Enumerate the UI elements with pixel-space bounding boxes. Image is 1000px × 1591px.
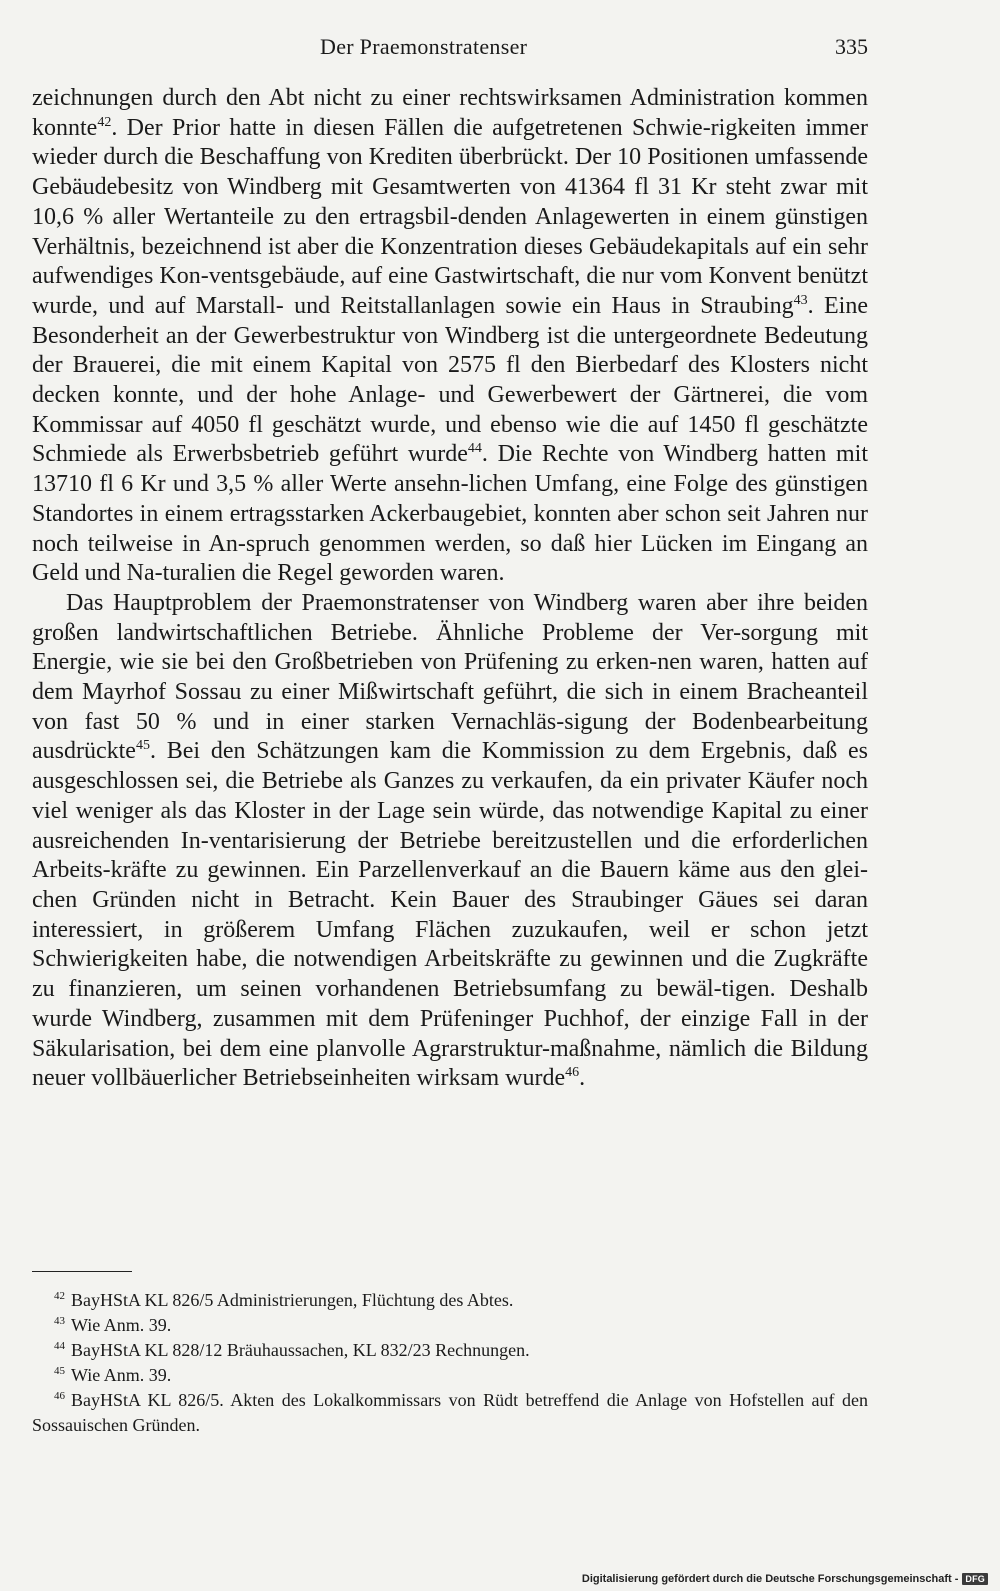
footnote-text: BayHStA KL 826/5. Akten des Lokalkommissars von Rüdt betreffend die Anlage von Hofstellen auf den Sossauischen Gründen. bbox=[32, 1390, 868, 1435]
text-run: . Bei den Schätzungen kam die Kommission zu dem Ergebnis, daß es ausgeschlossen sei, die Betriebe als Ganzes zu verkaufen, da ein privater Käufer noch viel weniger als das Kloster in der Lage sein würde, das notwendige Kapital zu einer ausreichenden In-ventarisierung der Betriebe bereitzustellen und die erforderlichen Arbeits-kräfte zu gewinnen. Ein Parzellenverkauf an die Bauern käme aus den glei-chen Gründen nicht in Betracht. Kein Bauer des Straubinger Gäues sei daran interessiert, in größerem Umfang Flächen zuzukaufen, weil er schon jetzt Schwierigkeiten habe, die notwendigen Arbeitskräfte zu gewinnen und die Zugkräfte zu finanzieren, um seinen vorhandenen Betriebsumfang zu bewäl-tigen. Deshalb wurde Windberg, zusammen mit dem Prüfeninger Puchhof, der einzige Fall in der Säkularisation, bei dem eine planvolle Agrarstruktur-maßnahme, nämlich die Bildung neuer vollbäuerlicher Betriebseinheiten wirksam wurde bbox=[32, 738, 868, 1092]
footnote-text: BayHStA KL 826/5 Administrierungen, Flüchtung des Abtes. bbox=[71, 1290, 514, 1310]
footnote-text: BayHStA KL 828/12 Bräuhaussachen, KL 832/23 Rechnungen. bbox=[71, 1340, 530, 1360]
text-run: . Der Prior hatte in diesen Fällen die aufgetretenen Schwie-rigkeiten immer wieder durch die Beschaffung von Krediten überbrückt. Der 10 Positionen umfassende Gebäudebesitz von Windberg mit Gesamtwerten von 41364 fl 31 Kr steht zwar mit 10,6 % aller Wertanteile zu den ertragsbil-denden Anlagewerten in einem günstigen Verhältnis, bezeichnend ist aber die Konzentration dieses Gebäudekapitals auf ein sehr aufwendiges Kon-ventsgebäude, auf eine Gastwirtschaft, die nur vom Konvent benützt wurde, und auf Marstall- und Reitstallanlagen sowie ein Haus in Straubing bbox=[32, 114, 868, 319]
footnote-marker: 44 bbox=[467, 441, 482, 457]
footnote-marker: 46 bbox=[565, 1065, 580, 1081]
text-run: . Die Rechte von Windberg hatten mit 13710 fl 6 Kr und 3,5 % aller Werte ansehn-lichen Umfang, eine Folge des günstigen Standortes in einem ertragsstarken Ackerbaugebiet, konnten aber schon seit Jahren nur noch teilweise in An-spruch genommen werden, so daß hier Lücken im Eingang an Geld und Na-turalien die Regel geworden waren. bbox=[32, 441, 868, 587]
footnote-number: 46 bbox=[54, 1390, 65, 1402]
footnote bbox=[32, 1288, 868, 1313]
paragraph bbox=[32, 589, 868, 1094]
footnote bbox=[32, 1363, 868, 1388]
running-head: Der Praemonstratenser bbox=[320, 34, 528, 59]
footnote-number: 42 bbox=[54, 1290, 65, 1302]
text-run: . Eine Besonderheit an der Gewerbestruktur von Windberg ist die untergeordnete Bedeutung der Brauerei, die mit einem Kapital von 2575 fl den Bierbedarf des Klosters nicht decken konnte, und der hohe Anlage- und Gewerbewert der Gärtnerei, die vom Kommissar auf 4050 fl geschätzt wurde, und ebenso wie die auf 1450 fl geschätzte Schmiede als Erwerbsbetrieb geführt wurde bbox=[32, 292, 869, 468]
text-run: Das Hauptproblem der Praemonstratenser von Windberg waren aber ihre beiden großen landwirtschaftlichen Betriebe. Ähnliche Probleme der Ver-sorgung mit Energie, wie sie bei den Großbetrieben von Prüfening zu erken-nen waren, hatten auf dem Mayrhof Sossau zu einer Mißwirtschaft geführt, die sich in einem Bracheanteil von fast 50 % und in einer starken Vernachläs-sigung der Bodenbearbeitung ausdrückte bbox=[32, 589, 868, 765]
text-run: . bbox=[579, 1065, 586, 1092]
digitization-note: Digitalisierung gefördert durch die Deutsche Forschungsgemeinschaft - bbox=[581, 1573, 959, 1585]
footnote-marker: 43 bbox=[793, 292, 808, 308]
footnote-text: Wie Anm. 39. bbox=[71, 1315, 172, 1335]
footnote-text: Wie Anm. 39. bbox=[71, 1365, 172, 1385]
footnote-number: 44 bbox=[54, 1340, 65, 1352]
footnote-number: 45 bbox=[54, 1365, 65, 1377]
footnote-marker: 42 bbox=[97, 114, 112, 130]
page-header bbox=[32, 34, 868, 64]
body-text bbox=[32, 84, 868, 1094]
footnote bbox=[32, 1388, 868, 1438]
footnotes bbox=[32, 1288, 868, 1438]
footnote bbox=[32, 1313, 868, 1338]
footnote-divider bbox=[32, 1271, 132, 1272]
paragraph bbox=[32, 84, 868, 589]
footnote-number: 43 bbox=[54, 1315, 65, 1327]
dfg-logo-icon: DFG bbox=[962, 1573, 988, 1585]
footnote-marker: 45 bbox=[135, 738, 150, 754]
digitization-credit bbox=[582, 1573, 988, 1585]
text-run: zeichnungen durch den Abt nicht zu einer rechtswirksamen Administration kommen konnte bbox=[32, 85, 868, 141]
footnote bbox=[32, 1338, 868, 1363]
page-number: 335 bbox=[835, 34, 868, 59]
